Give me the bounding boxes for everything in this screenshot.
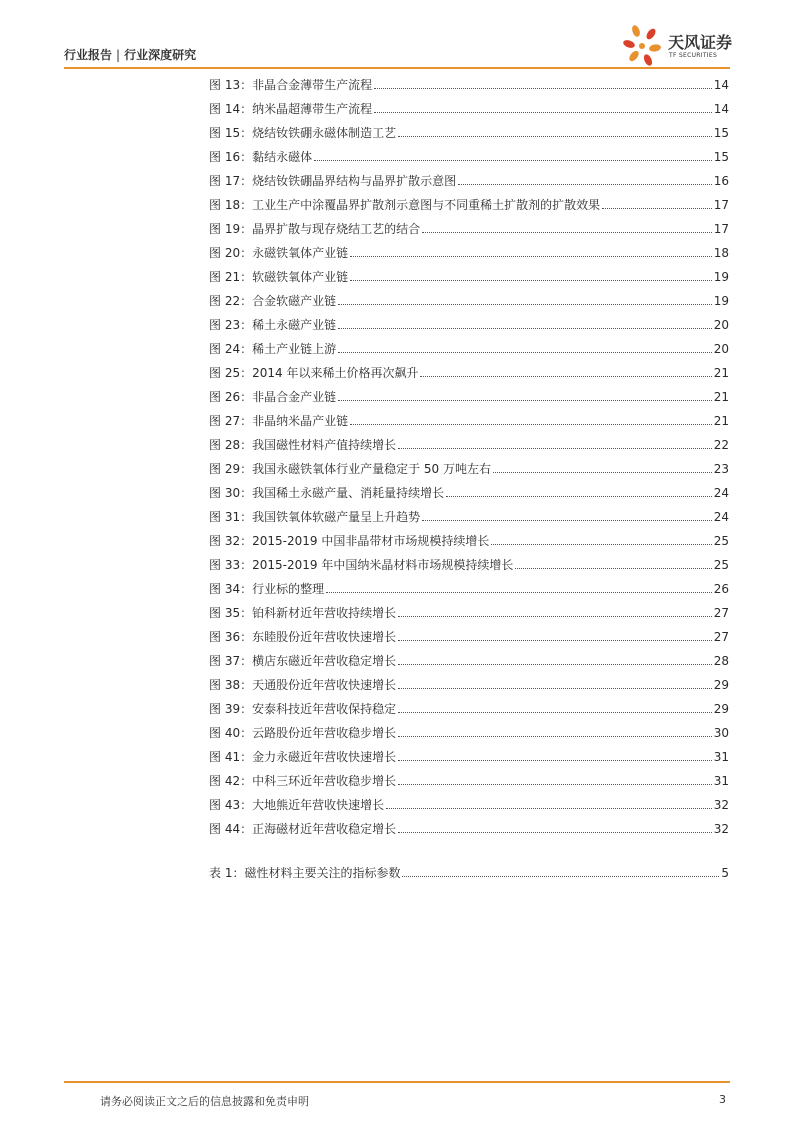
toc-entry[interactable]: 图 42： 中科三环近年营收稳步增长 31 (209, 774, 729, 788)
page-number: 3 (719, 1093, 726, 1106)
toc-entry[interactable]: 图 36： 东睦股份近年营收快速增长 27 (209, 630, 729, 644)
toc-entry[interactable]: 图 35： 铂科新材近年营收持续增长 27 (209, 606, 729, 620)
toc-entry[interactable]: 图 14： 纳米晶超薄带生产流程 14 (209, 102, 729, 116)
toc-entry[interactable]: 图 27： 非晶纳米晶产业链 21 (209, 414, 729, 428)
toc-entry[interactable]: 图 40： 云路股份近年营收稳步增长 30 (209, 726, 729, 740)
toc-entry[interactable]: 图 33： 2015-2019 年中国纳米晶材料市场规模持续增长 25 (209, 558, 729, 572)
flower-logo-icon (622, 22, 668, 70)
toc-entry[interactable]: 图 20： 永磁铁氧体产业链 18 (209, 246, 729, 260)
header-separator: | (116, 48, 121, 62)
toc-entry[interactable]: 图 25： 2014 年以来稀土价格再次飙升 21 (209, 366, 729, 380)
toc-entry[interactable]: 图 23： 稀土永磁产业链 20 (209, 318, 729, 332)
brand-subtitle: TF SECURITIES (669, 52, 718, 59)
toc-entry[interactable]: 图 19： 晶界扩散与现存烧结工艺的结合 17 (209, 222, 729, 236)
toc-entry[interactable]: 图 34： 行业标的整理 26 (209, 582, 729, 596)
toc-entry[interactable]: 图 43： 大地熊近年营收快速增长 32 (209, 798, 729, 812)
toc-entry[interactable]: 图 28： 我国磁性材料产值持续增长 22 (209, 438, 729, 452)
report-category (64, 46, 196, 63)
toc-entry[interactable]: 图 18： 工业生产中涂覆晶界扩散剂示意图与不同重稀土扩散剂的扩散效果 17 (209, 198, 729, 212)
brand-name: 天风证券 (668, 33, 733, 52)
tf-securities-logo (622, 22, 734, 70)
toc-entry[interactable]: 图 39： 安泰科技近年营收保持稳定 29 (209, 702, 729, 716)
footer-disclaimer: 请务必阅读正文之后的信息披露和免责申明 (100, 1095, 309, 1108)
toc-entry[interactable]: 表 1： 磁性材料主要关注的指标参数 5 (209, 866, 729, 880)
toc-entry[interactable]: 图 22： 合金软磁产业链 19 (209, 294, 729, 308)
header-divider (64, 67, 730, 69)
report-subtype: 行业深度研究 (124, 48, 197, 62)
toc-entry[interactable]: 图 41： 金力永磁近年营收快速增长 31 (209, 750, 729, 764)
toc-entry[interactable]: 图 26： 非晶合金产业链 21 (209, 390, 729, 404)
toc-entry[interactable]: 图 15： 烧结钕铁硼永磁体制造工艺 15 (209, 126, 729, 140)
toc-entry[interactable]: 图 17： 烧结钕铁硼晶界结构与晶界扩散示意图 16 (209, 174, 729, 188)
report-type: 行业报告 (64, 48, 113, 62)
toc-entry[interactable]: 图 32： 2015-2019 中国非晶带材市场规模持续增长 25 (209, 534, 729, 548)
toc-entry[interactable]: 图 13： 非晶合金薄带生产流程 14 (209, 78, 729, 92)
toc-entry[interactable]: 图 29： 我国永磁铁氧体行业产量稳定于 50 万吨左右 23 (209, 462, 729, 476)
toc-entry[interactable]: 图 24： 稀土产业链上游 20 (209, 342, 729, 356)
toc-entry[interactable]: 图 38： 天通股份近年营收快速增长 29 (209, 678, 729, 692)
toc-entry[interactable]: 图 31： 我国铁氧体软磁产量呈上升趋势 24 (209, 510, 729, 524)
toc-entry[interactable]: 图 37： 横店东磁近年营收稳定增长 28 (209, 654, 729, 668)
toc-entry[interactable]: 图 21： 软磁铁氧体产业链 19 (209, 270, 729, 284)
footer-divider (64, 1081, 730, 1083)
toc-entry[interactable]: 图 30： 我国稀土永磁产量、消耗量持续增长 24 (209, 486, 729, 500)
toc-entry[interactable]: 图 44： 正海磁材近年营收稳定增长 32 (209, 822, 729, 836)
toc-entry[interactable]: 图 16： 黏结永磁体 15 (209, 150, 729, 164)
